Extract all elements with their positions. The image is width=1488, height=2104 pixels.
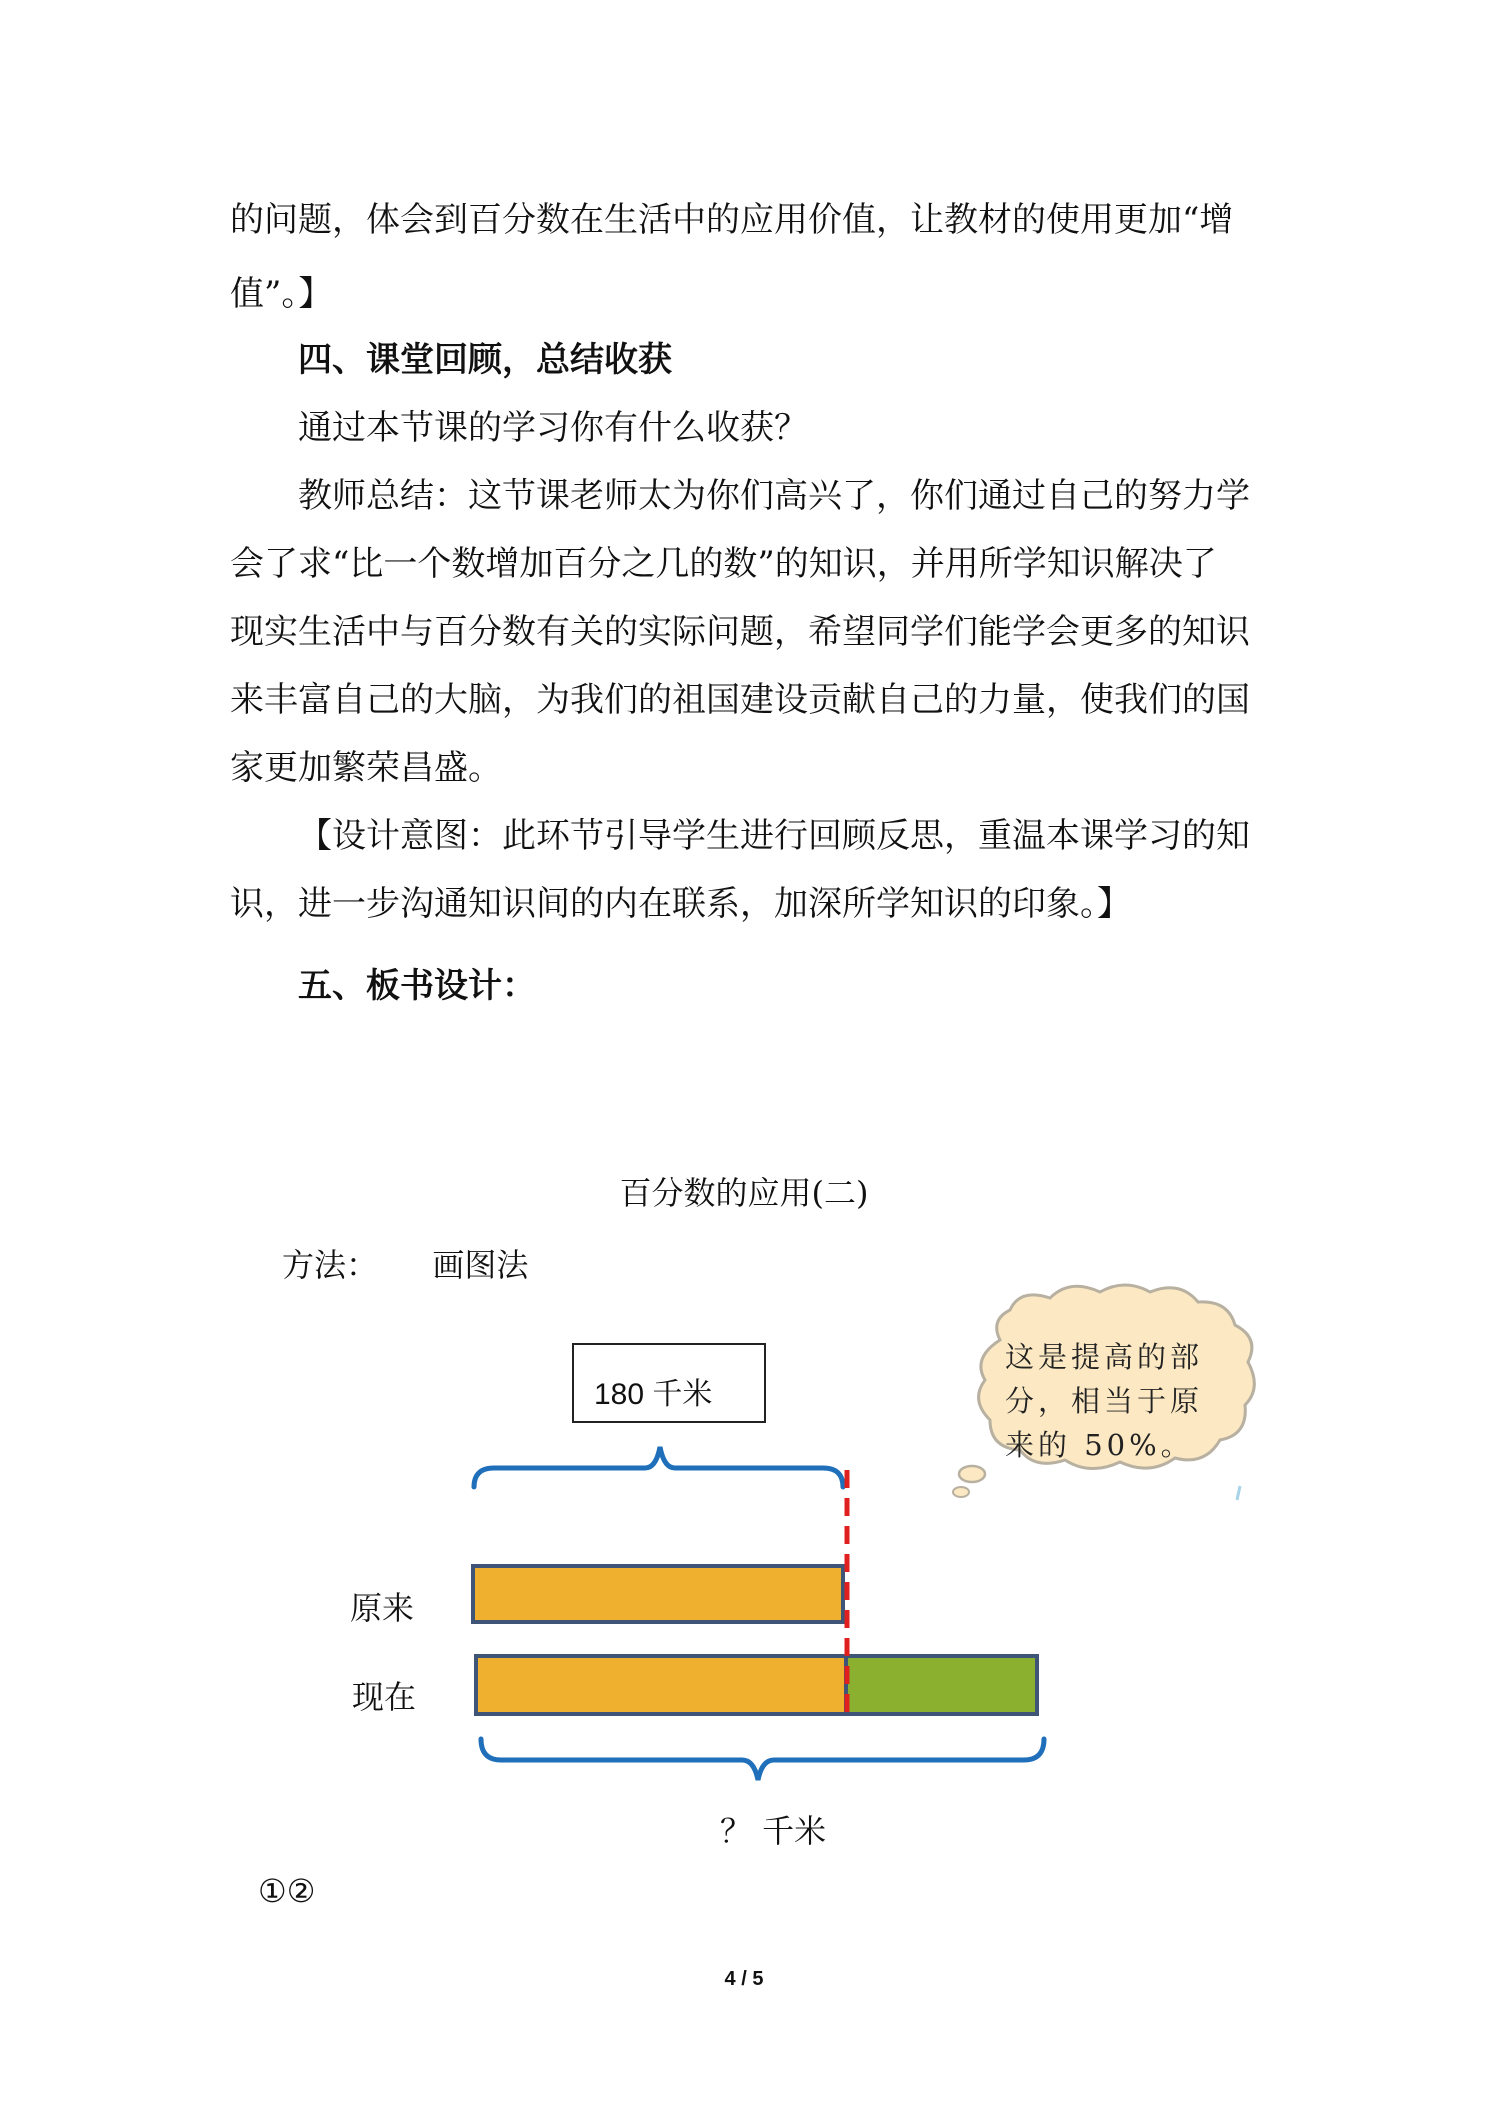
distance-label-box: [572, 1343, 766, 1423]
method-value: 画图法: [432, 1246, 529, 1284]
design-intent-line: 【设计意图：此环节引导学生进行回顾反思，重温本课学习的知: [298, 816, 1250, 856]
section-heading: 四、课堂回顾，总结收获: [298, 340, 672, 380]
section-heading: 五、板书设计：: [298, 966, 536, 1006]
paragraph-line: 来丰富自己的大脑，为我们的祖国建设贡献自己的力量，使我们的国: [230, 680, 1250, 720]
top-brace: [474, 1447, 843, 1487]
bubble-dot: [953, 1487, 969, 1497]
paragraph-line: 会了求“比一个数增加百分之几的数”的知识，并用所学知识解决了: [230, 544, 1217, 584]
circled-numbers: ①②: [258, 1872, 316, 1910]
design-intent-line: 识，进一步沟通知识间的内在联系，加深所学知识的印象。】: [230, 884, 1131, 924]
original-bar: [473, 1566, 843, 1622]
page-number: 4 / 5: [724, 1968, 764, 1990]
light-mark: [1237, 1486, 1240, 1500]
row-label-original: 原来: [350, 1589, 415, 1627]
unknown-distance-label: ？ 千米: [720, 1812, 827, 1850]
paragraph-line: 家更加繁荣昌盛。: [230, 748, 502, 788]
now-bar-added-part: [846, 1656, 1037, 1714]
bubble-dot: [959, 1466, 985, 1482]
paragraph-line: 现实生活中与百分数有关的实际问题，希望同学们能学会更多的知识: [230, 612, 1250, 652]
paragraph-line: 教师总结：这节课老师太为你们高兴了，你们通过自己的努力学: [298, 476, 1250, 516]
paragraph-line: 通过本节课的学习你有什么收获？: [298, 408, 808, 448]
paragraph-line: 值”。】: [230, 274, 333, 314]
distance-label: 180 千米: [594, 1378, 713, 1411]
bottom-brace: [481, 1739, 1044, 1780]
method-label: 方法：: [282, 1246, 379, 1284]
board-title: 百分数的应用(二): [619, 1174, 869, 1212]
row-label-now: 现在: [352, 1678, 417, 1716]
now-bar-original-part: [476, 1656, 846, 1714]
bubble-text: 这是提高的部分，相当于原来的 50%。: [1005, 1340, 1204, 1462]
paragraph-line: 的问题，体会到百分数在生活中的应用价值，让教材的使用更加“增: [230, 200, 1234, 240]
